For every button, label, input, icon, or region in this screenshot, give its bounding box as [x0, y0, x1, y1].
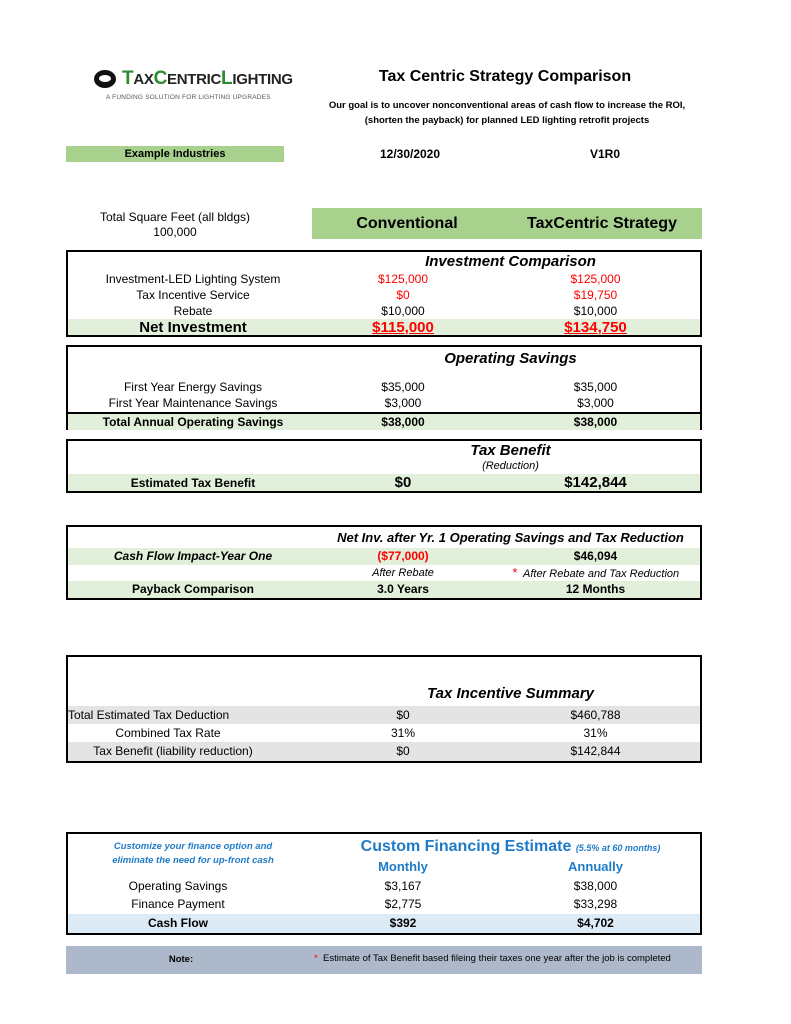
column-header-conventional: Conventional — [356, 215, 458, 232]
financing-terms: (5.5% at 60 months) — [575, 843, 661, 853]
cash-flow-impact-row: Cash Flow Impact-Year One ($77,000) $46,094 — [68, 548, 700, 565]
client-name: Example Industries — [66, 146, 284, 162]
section-title: Investment Comparison — [425, 253, 596, 270]
table-row: First Year Maintenance Savings $3,000 $3,000 — [108, 396, 614, 410]
table-row: Tax Benefit (liability reduction) $0 $142,844 — [68, 742, 700, 761]
cash-flow-impact-section — [66, 525, 702, 600]
table-row: Combined Tax Rate 31% 31% — [115, 726, 608, 740]
investment-comparison-section — [66, 250, 702, 337]
custom-financing-section — [66, 832, 702, 935]
logo-wordmark: TAXCENTRICLIGHTING — [122, 68, 293, 89]
financing-cash-flow-row: Cash Flow $392 $4,702 — [68, 914, 700, 933]
page-subtitle: Our goal is to uncover nonconventional areas of cash flow to increase the ROI, (shorten the payback) for planned LED lighting retrofit projects — [328, 100, 686, 126]
financing-column-headers: Monthly Annually — [378, 859, 623, 874]
speech-bubble-icon — [94, 70, 116, 88]
total-operating-savings-row: Total Annual Operating Savings $38,000 $38,000 — [68, 412, 700, 430]
estimated-tax-benefit-row: Estimated Tax Benefit $0 $142,844 — [68, 474, 700, 491]
operating-savings-section — [66, 345, 702, 430]
column-header-taxcentric: TaxCentric Strategy — [527, 215, 677, 232]
column-header-bar — [312, 208, 702, 239]
report-date: 12/30/2020 — [379, 147, 441, 161]
logo-tagline: A FUNDING SOLUTION FOR LIGHTING UPGRADES — [106, 94, 271, 101]
financing-promo-line1: Customize your finance option and — [113, 841, 273, 852]
page-title: Tax Centric Strategy Comparison — [378, 68, 632, 85]
asterisk-marker: * — [314, 953, 318, 964]
section-title: Tax Benefit — [470, 442, 551, 459]
square-feet-value: 100,000 — [153, 225, 197, 239]
net-investment-row: Net Investment $115,000 $134,750 — [68, 319, 700, 335]
report-version: V1R0 — [589, 147, 621, 161]
table-row: Operating Savings $3,167 $38,000 — [128, 879, 618, 893]
payback-comparison-row: Payback Comparison 3.0 Years 12 Months — [68, 581, 700, 598]
table-row: Investment-LED Lighting System $125,000 $125,000 — [105, 272, 621, 286]
note-label: Note: — [168, 954, 194, 965]
note-bar — [66, 946, 702, 974]
financing-promo-line2: eliminate the need for up-front cash — [112, 855, 274, 866]
table-row: Finance Payment $2,775 $33,298 — [131, 897, 618, 911]
section-title: Net Inv. after Yr. 1 Operating Savings and Tax Reduction — [337, 530, 684, 545]
table-row: Rebate $10,000 $10,000 — [173, 304, 618, 318]
section-subtitle: (Reduction) — [482, 460, 539, 472]
asterisk-marker: * — [511, 565, 517, 580]
section-title: Tax Incentive Summary — [426, 685, 594, 702]
table-row: Total Estimated Tax Deduction $0 $460,788 — [68, 706, 700, 724]
tax-benefit-section — [66, 439, 702, 493]
company-logo — [94, 68, 293, 110]
table-row: First Year Energy Savings $35,000 $35,000 — [123, 380, 618, 394]
tax-incentive-summary-section — [66, 655, 702, 763]
square-feet-label: Total Square Feet (all bldgs) — [99, 210, 251, 224]
table-row: Tax Incentive Service $0 $19,750 — [136, 288, 618, 302]
note-text: * Estimate of Tax Benefit based fileing their taxes one year after the job is completed — [314, 953, 671, 964]
section-title: Operating Savings — [444, 350, 577, 367]
cash-flow-notes-row: After Rebate * After Rebate and Tax Reduction — [372, 565, 680, 580]
financing-title: Custom Financing Estimate (5.5% at 60 months) — [360, 838, 661, 855]
